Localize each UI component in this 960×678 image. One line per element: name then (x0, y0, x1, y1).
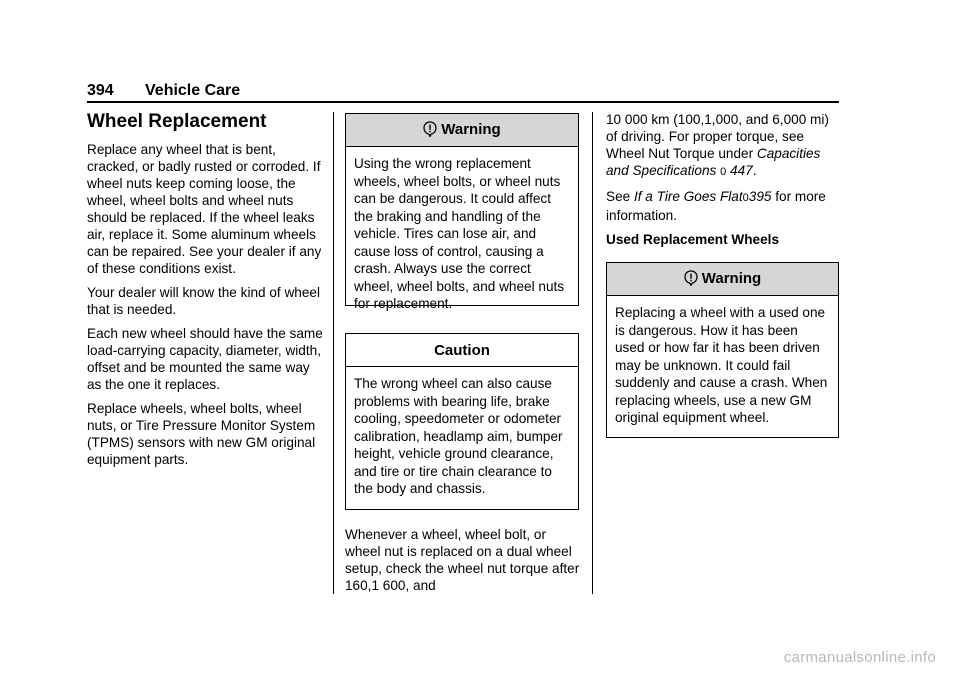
paragraph-see-flat (606, 188, 842, 224)
tire-flat-page-link[interactable]: 395 (748, 189, 772, 204)
paragraph-dual-wheel (345, 526, 581, 601)
header-rule (87, 101, 839, 103)
paragraph-torque (606, 111, 842, 181)
paragraph-dealer: Your dealer will know the kind of wheel that is needed. (87, 285, 320, 317)
column-1 (87, 111, 325, 475)
period: . (752, 163, 757, 178)
more-info-text: for more information. (606, 189, 826, 223)
torque-text: 10 000 km (100,1,000, and 6,000 mi) of driving. For proper torque, see Wheel Nut Torque under (606, 112, 829, 161)
capacities-page-link[interactable]: 447 (730, 163, 753, 178)
page-ref-arrow: 0 (742, 192, 749, 204)
column-3 (606, 111, 842, 255)
caution-header: Caution (346, 334, 578, 367)
column-divider-1 (333, 112, 334, 594)
caution-box (345, 333, 579, 510)
section-title: Vehicle Care (145, 82, 241, 99)
watermark: carmanualsonline.info (783, 649, 936, 666)
section-heading: Wheel Replacement (87, 111, 267, 132)
paragraph-replace-wheel: Replace any wheel that is bent, cracked, or badly rusted or corroded. If wheel nuts keep coming loose, the wheel, wheel bolts and wheel nuts should be replaced. If the wheel leaks air, replace it. Some aluminum wheels can be repaired. See your dealer if any of these conditions exist. (87, 142, 322, 276)
tire-flat-link[interactable]: If a Tire Goes Flat (633, 189, 743, 204)
dual-wheel-text: Whenever a wheel, wheel bolt, or wheel nut is replaced on a dual wheel setup, check the wheel nut torque after 160,1 600, and (345, 527, 580, 593)
used-warning-text: Replacing a wheel with a used one is dangerous. How it has been used or how far it has been driven may be unknown. It could fail suddenly and cause a crash. When replacing wheels, use a new GM original equipment wheel. (615, 305, 828, 425)
used-warning-header (607, 263, 838, 296)
used-wheel-warning-box (606, 262, 839, 438)
page-number: 394 (87, 82, 114, 99)
capacities-link[interactable]: Capacities and Specifications (606, 146, 821, 178)
warning-triangle-icon (423, 117, 437, 149)
caution-text: The wrong wheel can also cause problems with bearing life, brake cooling, speedometer or odometer calibration, headlamp aim, bumper height, vehicle ground clearance, and tire or tire chain clearance to the body and chassis. (354, 376, 563, 496)
used-warning-title: Warning (701, 270, 762, 287)
page-ref-arrow: 0 (720, 166, 727, 178)
warning-header (346, 114, 578, 147)
warning-text: Using the wrong replacement wheels, wheel bolts, or wheel nuts can be dangerous. It could affect the braking and handling of the vehicle. Tires can lose air, and cause loss of control, causing a crash. Always use the correct wheel, wheel bolts, and wheel nuts for replacement. (354, 156, 565, 311)
column-divider-2 (592, 112, 593, 594)
warning-box (345, 113, 579, 311)
warning-title: Warning (441, 121, 501, 138)
warning-triangle-icon (684, 266, 698, 298)
see-text: See (606, 189, 631, 204)
paragraph-replace-parts: Replace wheels, wheel bolts, wheel nuts, or Tire Pressure Monitor System (TPMS) sensors with new GM original equipment parts. (87, 401, 316, 467)
paragraph-new-wheel: Each new wheel should have the same load-carrying capacity, diameter, width, offset and be mounted the same way as the one it replaces. (87, 326, 323, 392)
used-wheels-subheading: Used Replacement Wheels (606, 232, 780, 247)
